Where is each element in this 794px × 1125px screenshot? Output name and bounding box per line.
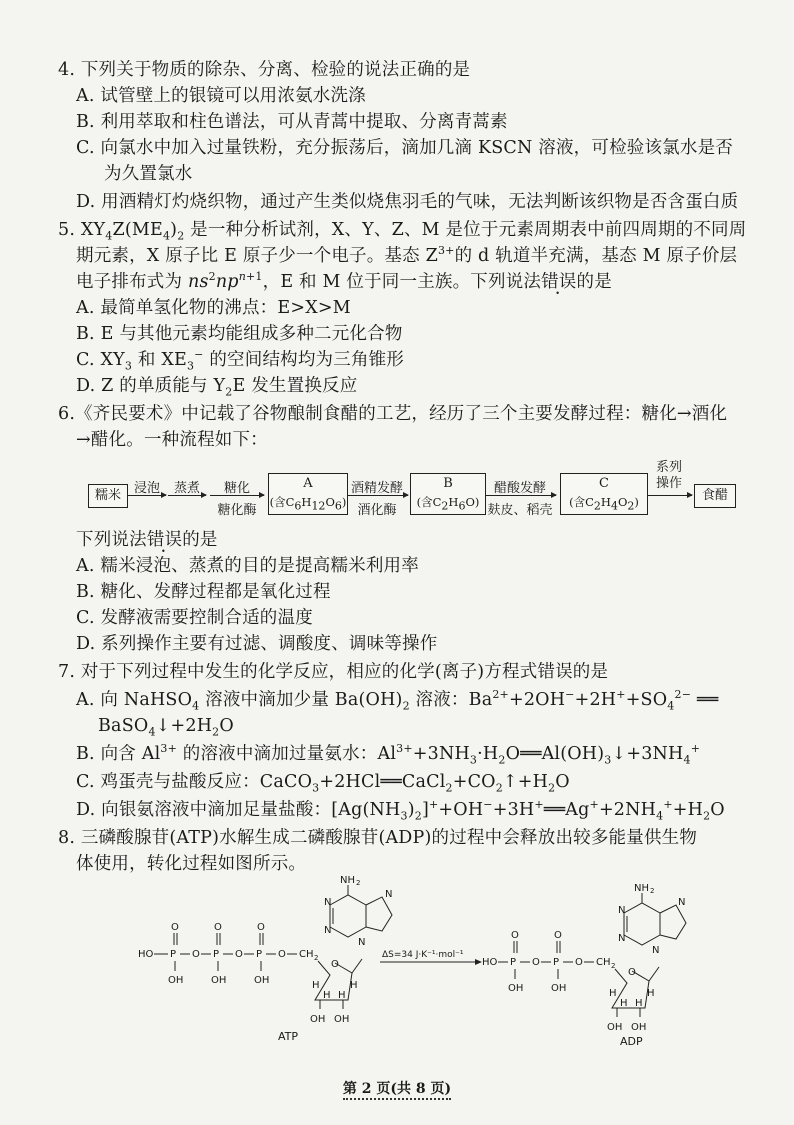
adp-label: ADP: [620, 1035, 643, 1048]
q7-option-d: D. 向银氨溶液中滴加足量盐酸：$[Ag(NH_3)_2]^++OH^-+3H^+══Ag^++2NH_4^++H_2O$: [76, 798, 725, 823]
flow-box-c-formula: (含$C_2H_4O_2$): [569, 495, 639, 513]
q5-option-c: C. $XY_3$ 和 $XE_3^-$ 的空间结构均为三角锥形: [76, 348, 405, 373]
atp-n1: N: [324, 925, 332, 936]
svg-text:HO: HO: [482, 957, 498, 968]
svg-text:2: 2: [356, 879, 361, 887]
atp-h2: H: [350, 980, 358, 991]
svg-text:P: P: [170, 949, 177, 960]
q4-option-b: B. 利用萃取和柱色谱法，可从青蒿中提取、分离青蒿素: [76, 112, 508, 132]
svg-text:OH: OH: [551, 983, 567, 994]
atp-phosphate-chain: [138, 922, 318, 986]
flow-box-a-formula: (含$C_6H_{12}O_6$): [269, 495, 347, 513]
atp-adenine: [330, 885, 392, 937]
adp-h1: H: [609, 988, 617, 999]
svg-text:O: O: [192, 949, 200, 960]
q5-stem-line2: 期元素，X 原子比 E 原子少一个电子。基态 $Z^{3+}$的 d 轨道半充满，基态 M 原子价层: [76, 244, 738, 266]
q5-stem-line1: 5. $XY_4Z(ME_4)_2$ 是一种分析试剂，X、Y、Z、M 是位于元素周期表中前四周期的不同周: [58, 220, 747, 243]
flow-step-saccharify-enzyme: 糖化酶: [217, 503, 257, 518]
svg-text:CH: CH: [299, 949, 314, 960]
flow-box-a-label: A: [303, 476, 313, 491]
q6-option-c: C. 发酵液需要控制合适的温度: [76, 608, 313, 628]
atp-h4: H: [338, 990, 346, 1001]
atp-ribose-o: O: [331, 959, 339, 970]
q7-stem: 7. 对于下列过程中发生的化学反应，相应的化学(离子)方程式错误的是: [58, 662, 609, 682]
atp-adp-structure-diagram: [130, 875, 690, 1050]
page-number: 第 2 页(共 8 页): [343, 1081, 451, 1100]
adp-h4: H: [635, 998, 643, 1009]
adp-nh2: NH: [634, 883, 649, 894]
adp-n2: N: [618, 905, 626, 916]
q4-option-d: D. 用酒精灯灼烧织物，通过产生类似烧焦羽毛的气味，无法判断该织物是否含蛋白质: [76, 192, 739, 212]
atp-h1: H: [312, 980, 320, 991]
svg-text:HO: HO: [138, 949, 154, 960]
flow-step-operations: 系列 操作: [655, 460, 682, 491]
vinegar-process-flowchart: [88, 460, 738, 529]
svg-text:O: O: [214, 922, 222, 933]
svg-text:OH: OH: [211, 975, 227, 986]
q6-question: 下列说法错误的是: [76, 530, 218, 550]
reaction-arrowhead: [475, 959, 482, 965]
flow-box-vinegar: 食醋: [694, 484, 736, 508]
atp-h3: H: [323, 990, 331, 1001]
flow-box-b-formula: (含$C_2H_6O$): [416, 495, 480, 513]
q5-option-d: D. Z 的单质能与 $Y_2E$ 发生置换反应: [76, 376, 358, 399]
q7-option-a-cont: $BaSO_4↓+2H_2O$: [98, 716, 234, 739]
svg-text:O: O: [532, 957, 540, 968]
svg-text:2: 2: [314, 954, 319, 962]
adp-h3: H: [620, 998, 628, 1009]
q5-option-a: A. 最简单氢化物的沸点：E>X>M: [76, 298, 351, 318]
q6-stem-line1: 6.《齐民要术》中记载了谷物酿制食醋的工艺，经历了三个主要发酵过程：糖化→酒化: [58, 404, 728, 424]
svg-text:OH: OH: [254, 975, 270, 986]
adp-phosphate-chain: [482, 930, 615, 994]
svg-text:O: O: [554, 930, 562, 941]
svg-text:O: O: [575, 957, 583, 968]
svg-text:P: P: [553, 957, 560, 968]
q7-option-c: C. 鸡蛋壳与盐酸反应：$CaCO_3+2HCl══CaCl_2+CO_2↑+H_2O$: [76, 772, 570, 795]
adp-oh1: OH: [607, 1022, 623, 1033]
q6-option-a: A. 糯米浸泡、蒸煮的目的是提高糯米利用率: [76, 556, 419, 576]
adp-n3: N: [678, 897, 686, 908]
svg-text:2: 2: [650, 887, 655, 895]
svg-text:O: O: [278, 949, 286, 960]
atp-oh2: OH: [334, 1014, 350, 1025]
q4-option-c: C. 向氯水中加入过量铁粉，充分振荡后，滴加几滴 KSCN 溶液，可检验该氯水是否: [76, 138, 733, 158]
flow-box-c: [560, 473, 648, 515]
q4-option-c-cont: 为久置氯水: [104, 164, 193, 184]
atp-oh1: OH: [310, 1014, 326, 1025]
atp-nh2: NH: [340, 875, 355, 886]
flow-box-b: [410, 473, 486, 515]
svg-text:P: P: [256, 949, 263, 960]
adp-oh2: OH: [631, 1022, 647, 1033]
q8-stem-line2: 体使用，转化过程如图所示。: [76, 854, 307, 874]
svg-text:O: O: [511, 930, 519, 941]
atp-n2: N: [324, 897, 332, 908]
flow-step-bran-husk: 麸皮、稻壳: [487, 503, 553, 518]
q8-stem-line1: 8. 三磷酸腺苷(ATP)水解生成二磷酸腺苷(ADP)的过程中会释放出较多能量供生物: [58, 828, 698, 848]
svg-text:2: 2: [611, 962, 616, 970]
q6-stem-line2: →醋化。一种流程如下：: [76, 430, 268, 450]
svg-text:P: P: [213, 949, 220, 960]
flow-box-a: [268, 473, 348, 515]
q5-stem-line3: 电子排布式为 $ns^2np^{n+1}$，E 和 M 位于同一主族。下列说法错误的是: [76, 270, 612, 292]
flow-step-alcohol-enzyme: 酒化酶: [357, 503, 397, 518]
flow-step-soak: 浸泡: [133, 481, 160, 496]
svg-text:P: P: [510, 957, 517, 968]
q6-option-d: D. 系列操作主要有过滤、调酸度、调味等操作: [76, 634, 438, 654]
flow-step-acetic-ferment: 醋酸发酵: [493, 481, 546, 496]
flow-arrow-6: [648, 495, 692, 496]
adp-n1: N: [618, 933, 626, 944]
svg-text:O: O: [235, 949, 243, 960]
flow-box-c-label: C: [599, 476, 609, 491]
flow-step-saccharify: 糖化: [223, 481, 250, 496]
atp-label: ATP: [278, 1030, 299, 1043]
svg-text:OH: OH: [168, 975, 184, 986]
flow-step-steam: 蒸煮: [173, 481, 200, 496]
q4-stem: 4. 下列关于物质的除杂、分离、检验的说法正确的是: [58, 60, 471, 80]
q5-option-b: B. E 与其他元素均能组成多种二元化合物: [76, 324, 403, 344]
svg-text:OH: OH: [508, 983, 524, 994]
q6-option-b: B. 糖化、发酵过程都是氧化过程: [76, 582, 331, 602]
atp-n4: N: [358, 937, 366, 948]
flow-step-alcohol-ferment: 酒精发酵: [350, 481, 403, 496]
q4-option-a: A. 试管壁上的银镜可以用浓氨水洗涤: [76, 86, 366, 106]
page-footer: [0, 1078, 794, 1098]
adp-ribose-o: O: [628, 967, 636, 978]
svg-text:O: O: [171, 922, 179, 933]
flow-box-rice: 糯米: [88, 484, 128, 508]
svg-text:O: O: [257, 922, 265, 933]
adp-adenine: [624, 893, 686, 945]
adp-h2: H: [647, 988, 655, 999]
adp-n4: N: [652, 945, 660, 956]
q7-option-a: A. 向 NaHSO$_4$ 溶液中滴加少量 $Ba(OH)_2$ 溶液：$Ba^{2+}+2OH^-+2H^++SO_4^{2-}$ ══: [76, 688, 719, 713]
atp-n3: N: [385, 889, 393, 900]
reaction-entropy-label: ΔS=34 J·K⁻¹·mol⁻¹: [382, 950, 464, 960]
q7-option-b: B. 向含 $Al^{3+}$ 的溶液中滴加过量氨水：$Al^{3+}+3NH_3\cdot H_2O══Al(OH)_3↓+3NH_4^+$: [76, 742, 701, 767]
flow-box-b-label: B: [443, 476, 453, 491]
svg-text:CH: CH: [596, 957, 611, 968]
